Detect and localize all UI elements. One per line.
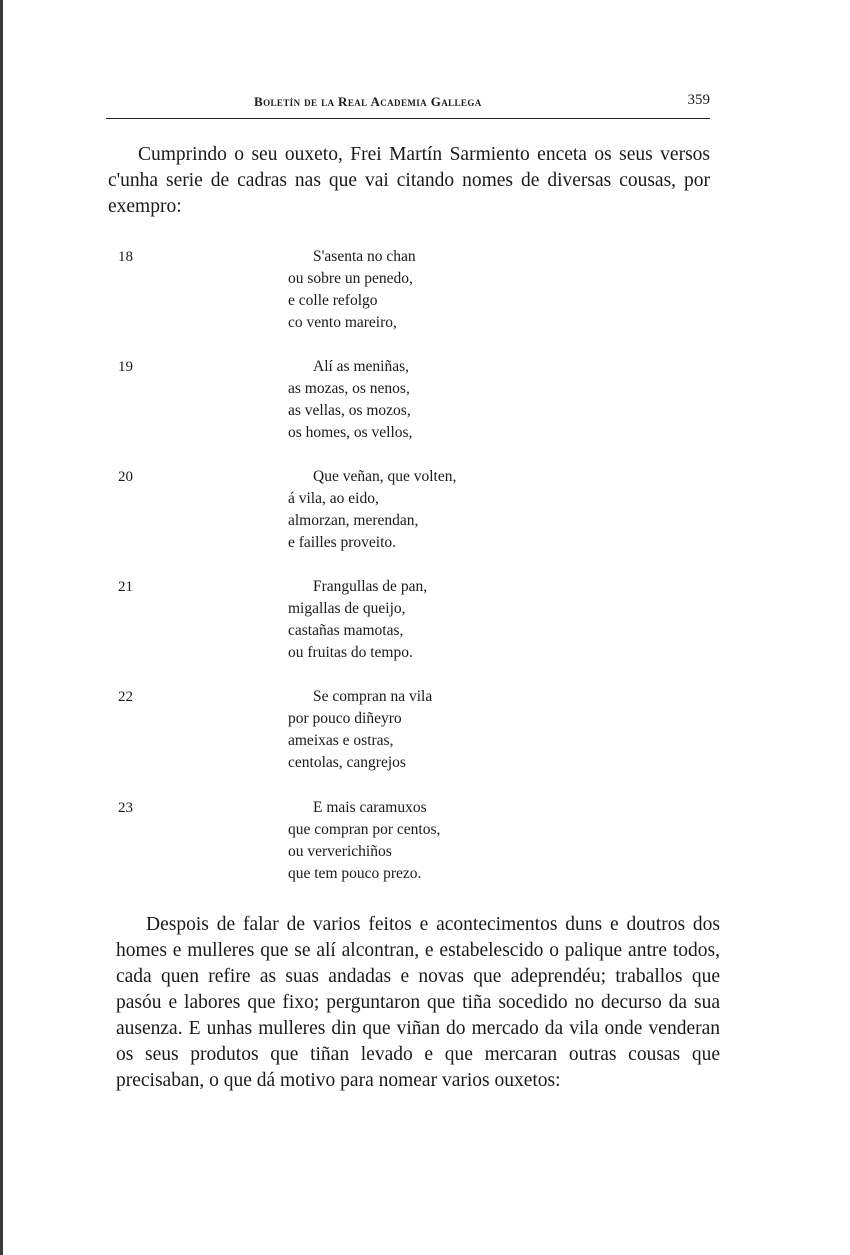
verse-line: co vento mareiro,	[288, 314, 397, 331]
verse-line: e colle refolgo	[288, 292, 378, 309]
verse-line: ameixas e ostras,	[288, 732, 394, 749]
verse-line: e failles proveito.	[288, 534, 397, 551]
verse-line: ou sobre un penedo,	[288, 270, 413, 287]
verse-line: centolas, cangrejos	[288, 754, 406, 771]
verse-line: ou ververichiños	[288, 843, 392, 860]
stanza-lines	[288, 686, 432, 774]
stanza-number: 19	[118, 359, 133, 375]
closing-paragraph	[116, 912, 720, 1094]
closing-text: Despois de falar de varios feitos e acontecimentos duns e doutros dos homes e mulleres que se alí alcontran, e estabelescido o palique antre todos, cada quen refire as suas andadas e novas que adeprendéu; traballos que pasóu e labores que fixo; perguntaron que tiña socedido no decurso da sua ausenza. E unhas mulleres din que viñan do mercado da vila onde venderan os seus produtos que tiñan levado e que mercaran outras cousas que precisaban, o que dá motivo para nomear varios ouxetos:	[116, 914, 720, 1091]
stanza-number: 18	[118, 249, 133, 265]
verse-line: á vila, ao eido,	[288, 490, 379, 507]
verse-line: S'asenta no chan	[313, 248, 416, 265]
stanza-number: 20	[118, 469, 133, 485]
stanza-lines	[288, 356, 412, 444]
verse-line: Se compran na vila	[313, 688, 433, 705]
verse-line: as vellas, os mozos,	[288, 402, 411, 419]
verse-line: as mozas, os nenos,	[288, 380, 410, 397]
page-number: 359	[687, 92, 710, 108]
verse-line: Que veñan, que volten,	[313, 468, 457, 485]
intro-paragraph	[108, 142, 710, 220]
verse-line: E mais caramuxos	[313, 799, 427, 816]
verse-line: os homes, os vellos,	[288, 424, 413, 441]
verse-line: ou fruitas do tempo.	[288, 644, 413, 661]
verse-line: que tem pouco prezo.	[288, 865, 422, 882]
verse-line: Frangullas de pan,	[313, 578, 428, 595]
verse-line: por pouco diñeyro	[288, 710, 402, 727]
header-rule	[106, 118, 710, 119]
stanza-lines	[288, 797, 440, 885]
running-header	[106, 90, 710, 120]
verse-line: castañas mamotas,	[288, 622, 404, 639]
journal-title: Boletín de la Real Academia Gallega	[254, 94, 482, 109]
stanza-number: 23	[118, 800, 133, 816]
verse-line: Alí as meniñas,	[313, 358, 409, 375]
verse-line: almorzan, merendan,	[288, 512, 419, 529]
stanza-lines	[288, 576, 427, 664]
intro-text: Cumprindo o seu ouxeto, Frei Martín Sarmiento enceta os seus versos c'unha serie de cadras nas que vai citando nomes de diversas cousas, por exempro:	[108, 144, 710, 217]
verse-line: que compran por centos,	[288, 821, 441, 838]
verse-line: migallas de queijo,	[288, 600, 406, 617]
stanza-number: 22	[118, 689, 133, 705]
stanza-lines	[288, 466, 456, 554]
stanza-lines	[288, 246, 416, 334]
stanza-number: 21	[118, 579, 133, 595]
page-edge	[0, 0, 3, 1255]
